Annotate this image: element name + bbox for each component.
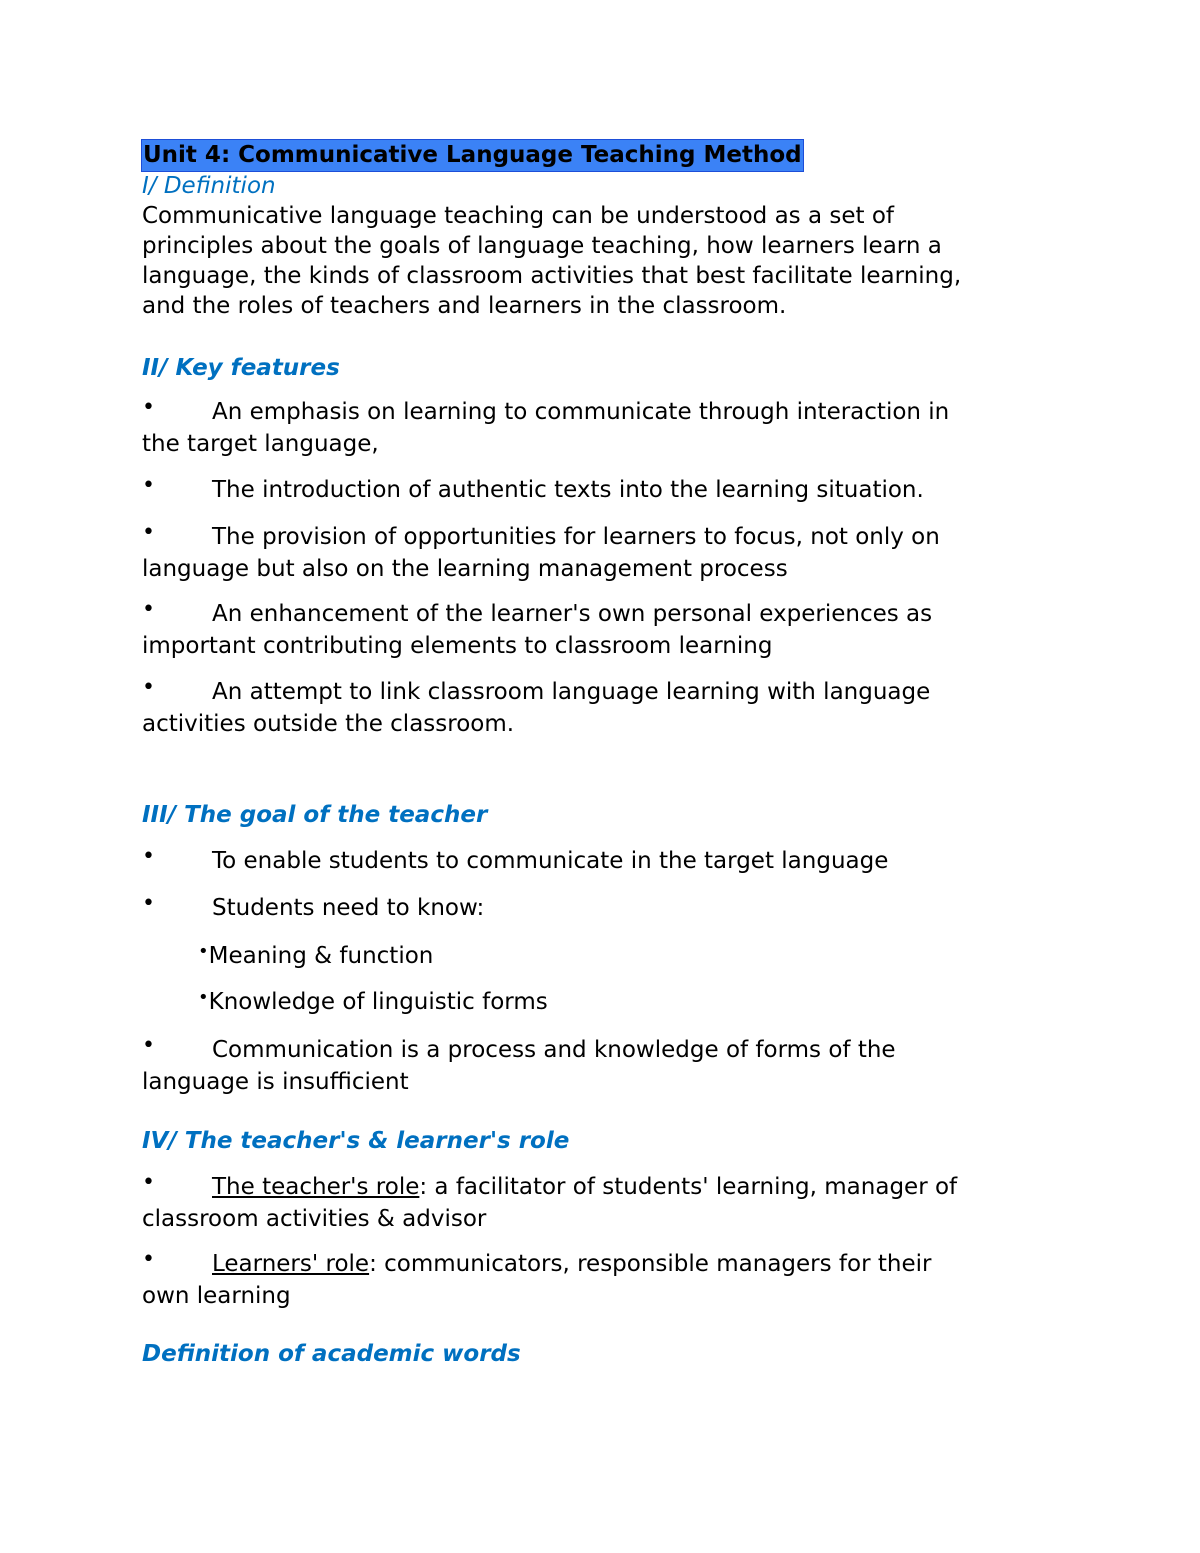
list-item-text: The provision of opportunities for learners to focus, not only on <box>212 524 940 550</box>
list-item-text: Communication is a process and knowledge of forms of the <box>212 1037 896 1063</box>
bullet-icon: • <box>142 473 155 498</box>
section-heading-key-features: II/ Key features <box>142 355 340 381</box>
list-item <box>142 676 1062 740</box>
list-item <box>142 845 1062 877</box>
bullet-icon: • <box>142 844 155 869</box>
sub-list-item <box>198 940 433 974</box>
bullet-icon: • <box>142 675 155 700</box>
list-item <box>142 892 1062 924</box>
paragraph-line: and the roles of teachers and learners in the classroom. <box>142 293 787 319</box>
list-item-text: language but also on the learning management process <box>142 556 788 582</box>
list-item-text: own learning <box>142 1283 291 1309</box>
bullet-icon: • <box>142 1247 155 1272</box>
bullet-icon: • <box>142 597 155 622</box>
section-heading-academic-words: Definition of academic words <box>142 1341 521 1367</box>
list-item <box>142 1034 1062 1098</box>
list-item-text: important contributing elements to classroom learning <box>142 633 773 659</box>
sub-list-item-text: Knowledge of linguistic forms <box>208 989 548 1015</box>
bullet-icon: • <box>142 520 155 545</box>
section-heading-definition: I/ Definition <box>142 173 276 199</box>
list-item-text: To enable students to communicate in the target language <box>212 848 889 874</box>
list-item-text: classroom activities & advisor <box>142 1206 487 1232</box>
definition-paragraph <box>142 201 1062 321</box>
list-item-text: The introduction of authentic texts into the learning situation. <box>212 477 924 503</box>
sub-list-item <box>198 986 548 1020</box>
list-item <box>142 396 1062 460</box>
list-item-text: activities outside the classroom. <box>142 711 515 737</box>
teacher-role-label: The teacher's role <box>212 1174 420 1200</box>
paragraph-line: principles about the goals of language teaching, how learners learn a <box>142 233 942 259</box>
sub-list-item-text: Meaning & function <box>208 943 434 969</box>
section-heading-roles: IV/ The teacher's & learner's role <box>142 1128 570 1154</box>
bullet-icon: • <box>142 1170 155 1195</box>
paragraph-line: language, the kinds of classroom activities that best facilitate learning, <box>142 263 962 289</box>
paragraph-line: Communicative language teaching can be understood as a set of <box>142 203 894 229</box>
bullet-icon: • <box>142 395 155 420</box>
list-item-text: An emphasis on learning to communicate through interaction in <box>212 399 950 425</box>
list-item <box>142 474 1062 506</box>
section-heading-goal: III/ The goal of the teacher <box>142 802 488 828</box>
list-item-text: language is insufficient <box>142 1069 409 1095</box>
list-item-text: An enhancement of the learner's own personal experiences as <box>212 601 933 627</box>
list-item <box>142 521 1062 585</box>
page-title[interactable]: Unit 4: Communicative Language Teaching Method <box>142 140 803 171</box>
bullet-icon: • <box>142 891 155 916</box>
list-item <box>142 1248 1062 1312</box>
bullet-icon: • <box>198 987 209 1008</box>
list-item-text: Students need to know: <box>212 895 485 921</box>
bullet-icon: • <box>142 1033 155 1058</box>
learner-role-description: : communicators, responsible managers for their <box>369 1251 932 1277</box>
teacher-role-description: : a facilitator of students' learning, manager of <box>419 1174 958 1200</box>
list-item <box>142 598 1062 662</box>
list-item-text: An attempt to link classroom language learning with language <box>212 679 931 705</box>
list-item <box>142 1171 1062 1235</box>
list-item-text <box>142 1171 1062 1203</box>
list-item-text: the target language, <box>142 431 379 457</box>
learner-role-label: Learners' role <box>212 1251 370 1277</box>
bullet-icon: • <box>198 941 209 962</box>
list-item-text <box>142 1248 1062 1280</box>
